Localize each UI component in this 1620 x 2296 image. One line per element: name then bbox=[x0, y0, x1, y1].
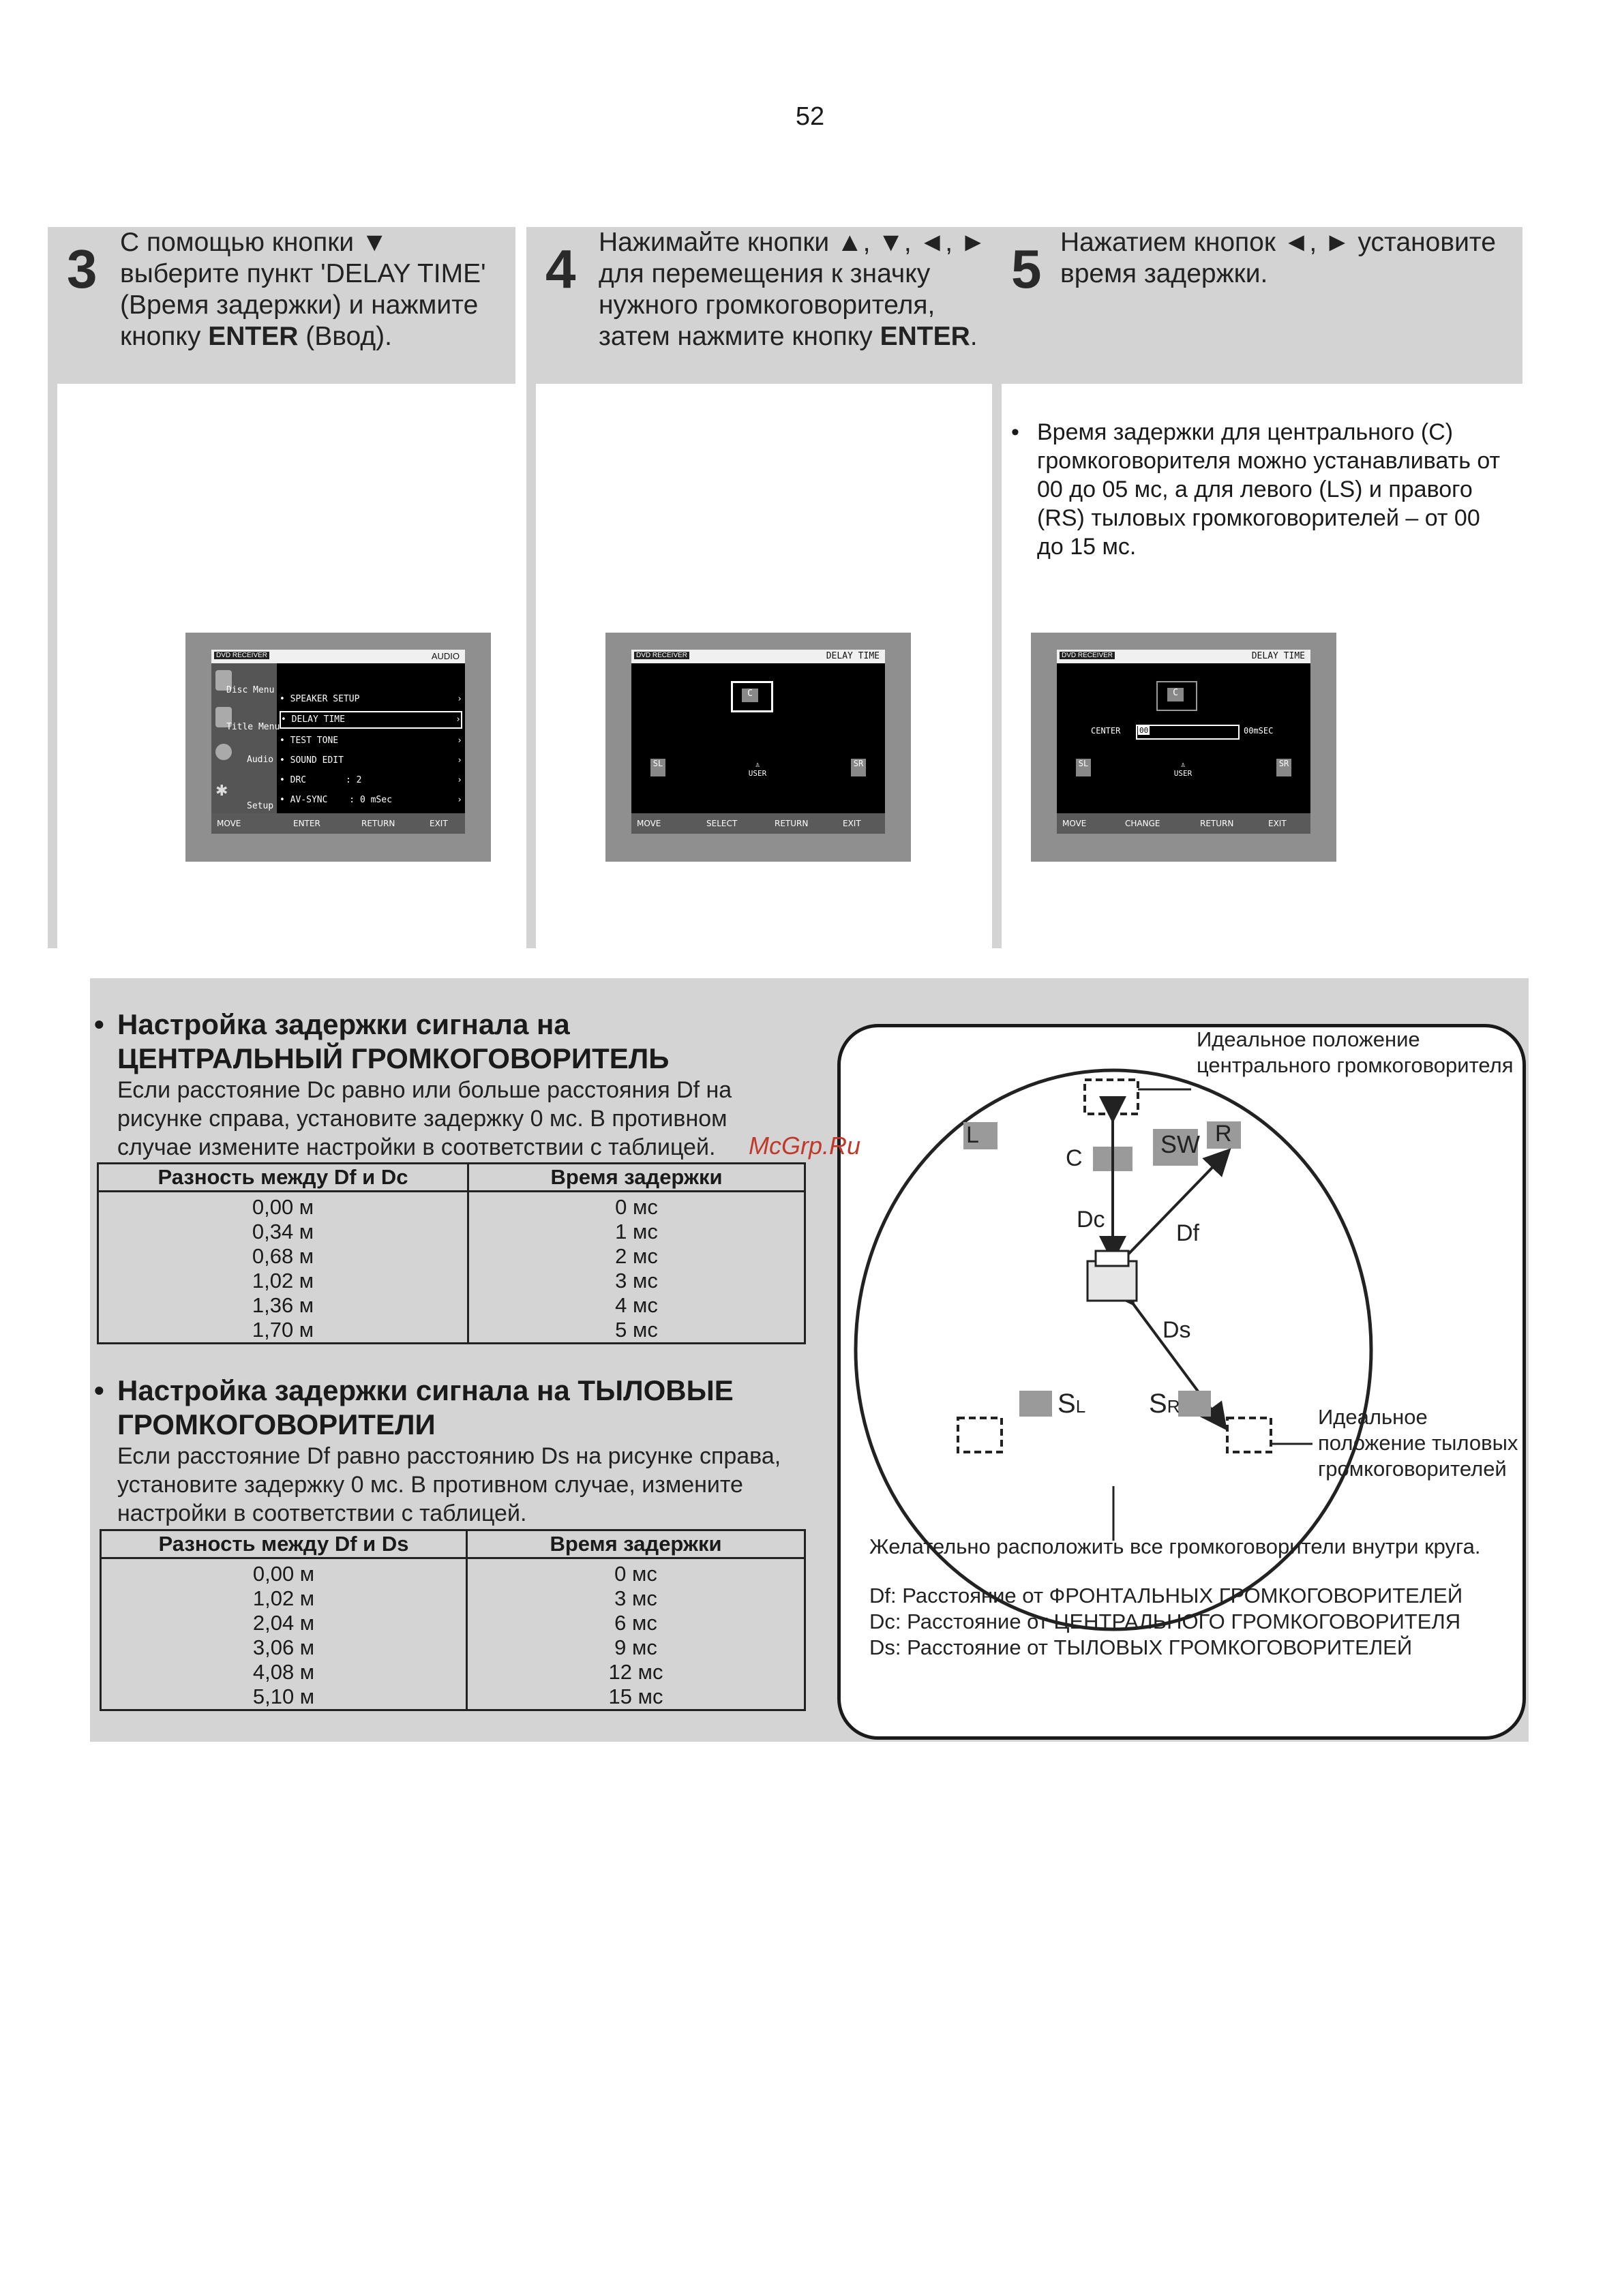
osd-footer-return: RETURN bbox=[775, 819, 809, 828]
osd-speaker-sl: SL bbox=[1076, 759, 1091, 776]
bullet-icon: • bbox=[1011, 419, 1019, 445]
label-dc: Dc bbox=[1077, 1207, 1105, 1233]
osd-footer bbox=[211, 813, 465, 834]
section-2-text: Если расстояние Df равно расстоянию Ds на рисунке справа, установите задержку 0 мс. В противном случае, измените настройки в соответствии с таблицей. bbox=[117, 1443, 781, 1526]
step-5-note-text: Время задержки для центрального (C) громкоговорителя можно устанавливать от 00 до 05 мс, а для левого (LS) и правого (RS) тыловых громкоговорителей – от 00 до 15 мс. bbox=[1037, 419, 1501, 560]
osd-user: ♙ USER bbox=[748, 760, 767, 778]
table-row: 0,34 м 1 мс bbox=[98, 1220, 805, 1244]
section-center-delay bbox=[94, 1008, 810, 1162]
table-row: 2,04 м 6 мс bbox=[101, 1611, 805, 1635]
osd-speaker-sr: SR bbox=[851, 759, 866, 776]
table-row: 0,00 м 0 мс bbox=[101, 1558, 805, 1587]
step-5-number: 5 bbox=[1011, 239, 1042, 299]
label-l: L bbox=[966, 1122, 979, 1148]
label-r: R bbox=[1215, 1121, 1232, 1147]
osd-speaker-sl: SL bbox=[650, 759, 665, 776]
table-row: 3,06 м 9 мс bbox=[101, 1635, 805, 1660]
osd-center-label: CENTER bbox=[1091, 726, 1121, 736]
label-sw: SW bbox=[1160, 1130, 1200, 1158]
label-ideal-rear: Идеальное положение тыловых громкоговорителей bbox=[1318, 1405, 1518, 1481]
osd-center-selector bbox=[1156, 681, 1197, 711]
table-header bbox=[98, 1164, 805, 1192]
osd-screen-audio bbox=[185, 633, 491, 862]
osd-brand: DVD RECEIVER bbox=[214, 652, 269, 659]
section-1-title-line1: Настройка задержки сигнала на bbox=[117, 1008, 570, 1040]
osd-screen-delay-time-center bbox=[1031, 633, 1336, 862]
osd-speaker-c: C bbox=[742, 689, 758, 702]
osd-footer-select: SELECT bbox=[706, 819, 738, 828]
listener-icon bbox=[1088, 1261, 1137, 1301]
bullet-icon: • bbox=[94, 1374, 104, 1406]
setup-icon: ✱ bbox=[215, 782, 228, 799]
section-1-title-line2: ЦЕНТРАЛЬНЫЙ ГРОМКОГОВОРИТЕЛЬ bbox=[117, 1042, 670, 1074]
osd-side-title-menu: Title Menu bbox=[226, 722, 280, 732]
osd-footer-return: RETURN bbox=[1200, 819, 1234, 828]
section-rear-delay bbox=[94, 1374, 810, 1528]
osd-menu-item: • SPEAKER SETUP › bbox=[280, 694, 462, 704]
label-sr: SR bbox=[1149, 1389, 1180, 1419]
label-c: C bbox=[1066, 1145, 1083, 1171]
osd-center-selector bbox=[731, 681, 773, 712]
bullet-icon: • bbox=[94, 1008, 104, 1040]
label-ideal-center: Идеальное положение центрального громкоговорителя bbox=[1197, 1027, 1514, 1077]
label-inside-circle: Желательно расположить все громкоговорители внутри круга. bbox=[869, 1535, 1481, 1558]
step-4-number: 4 bbox=[545, 239, 576, 299]
audio-icon bbox=[215, 744, 232, 760]
page-number: 52 bbox=[795, 102, 825, 131]
table-header-delay: Время задержки bbox=[468, 1164, 805, 1192]
ideal-center-box bbox=[1085, 1080, 1138, 1114]
osd-footer-change: CHANGE bbox=[1125, 819, 1160, 828]
osd-footer-move: MOVE bbox=[217, 819, 241, 828]
osd-user: ♙ USER bbox=[1173, 760, 1192, 778]
table-row: 4,08 м 12 мс bbox=[101, 1660, 805, 1685]
osd-side-setup: Setup bbox=[247, 801, 274, 811]
section-2-title bbox=[94, 1374, 810, 1442]
table-row: 1,02 м 3 мс bbox=[98, 1269, 805, 1293]
table-row: 1,36 м 4 мс bbox=[98, 1293, 805, 1318]
osd-side-disc-menu: Disc Menu bbox=[226, 685, 275, 695]
step-5-text: Нажатием кнопок ◄, ► установите время задержки. bbox=[1060, 228, 1496, 288]
section-2-title-line1: Настройка задержки сигнала на ТЫЛОВЫЕ bbox=[117, 1374, 734, 1406]
osd-menu-item: • DRC : 2 › bbox=[280, 775, 462, 785]
osd-menu-item: • TEST TONE › bbox=[280, 736, 462, 746]
step-3-number: 3 bbox=[67, 239, 97, 299]
osd-footer-move: MOVE bbox=[637, 819, 661, 828]
table-header-distance: Разность между Df и Dc bbox=[98, 1164, 468, 1192]
section-1-text: Если расстояние Dc равно или больше расстояния Df на рисунке справа, установите задержку 0 мс. В противном случае измените настройки в соответствии с таблицей. bbox=[117, 1077, 732, 1160]
table-rear-delay bbox=[100, 1529, 806, 1711]
osd-footer-exit: EXIT bbox=[1268, 819, 1287, 828]
watermark: McGrp.Ru bbox=[749, 1132, 861, 1160]
table-row: 1,70 м 5 мс bbox=[98, 1318, 805, 1344]
osd-speaker-sr: SR bbox=[1276, 759, 1291, 776]
osd-screen-delay-time bbox=[605, 633, 911, 862]
ideal-rear-left-box bbox=[958, 1418, 1002, 1452]
osd-footer-move: MOVE bbox=[1062, 819, 1087, 828]
label-ds: Ds bbox=[1162, 1317, 1191, 1343]
osd-menu-list bbox=[280, 689, 462, 810]
table-center-delay bbox=[97, 1162, 806, 1344]
osd-side-audio: Audio bbox=[247, 755, 274, 765]
speaker-sr bbox=[1178, 1391, 1211, 1417]
table-row: 5,10 м 15 мс bbox=[101, 1685, 805, 1710]
osd-footer-return: RETURN bbox=[361, 819, 395, 828]
osd-footer-exit: EXIT bbox=[843, 819, 861, 828]
legend-df: Df: Расстояние от ФРОНТАЛЬНЫХ ГРОМКОГОВОРИТЕЛЕЙ bbox=[869, 1584, 1463, 1607]
df-arrow bbox=[1122, 1152, 1227, 1261]
table-row: 0,68 м 2 мс bbox=[98, 1244, 805, 1269]
osd-center-unit: 00mSEC bbox=[1244, 726, 1274, 736]
osd-footer-exit: EXIT bbox=[430, 819, 448, 828]
step-3-text: С помощью кнопки ▼ выберите пункт 'DELAY TIME' (Время задержки) и нажмите кнопку ENTER (Ввод). bbox=[120, 228, 486, 351]
table-row: 0,00 м 0 мс bbox=[98, 1192, 805, 1220]
legend-dc: Dc: Расстояние от ЦЕНТРАЛЬНОГО ГРОМКОГОВОРИТЕЛЯ bbox=[869, 1610, 1461, 1633]
label-sl: SL bbox=[1058, 1389, 1086, 1419]
speaker-sl bbox=[1019, 1391, 1052, 1417]
label-df: Df bbox=[1176, 1220, 1199, 1246]
osd-center-value: 00 bbox=[1139, 726, 1149, 735]
step-4-text: Нажимайте кнопки ▲, ▼, ◄, ► для перемещения к значку нужного громкоговорителя, затем нажмите кнопку ENTER. bbox=[599, 228, 987, 351]
osd-brand: DVD RECEIVER bbox=[1060, 652, 1115, 659]
table-header-delay: Время задержки bbox=[467, 1530, 805, 1558]
step-5-note bbox=[1011, 418, 1502, 561]
osd-menu-item: • SOUND EDIT › bbox=[280, 755, 462, 766]
osd-title: DELAY TIME bbox=[1251, 651, 1305, 661]
table-header-distance: Разность между Df и Ds bbox=[101, 1530, 467, 1558]
osd-brand: DVD RECEIVER bbox=[634, 652, 689, 659]
table-header bbox=[101, 1530, 805, 1558]
osd-menu-item: • AV-SYNC : 0 mSec › bbox=[280, 795, 462, 805]
section-1-title bbox=[94, 1008, 810, 1076]
osd-footer bbox=[631, 813, 885, 834]
osd-footer bbox=[1057, 813, 1310, 834]
table-row: 1,02 м 3 мс bbox=[101, 1586, 805, 1611]
ideal-rear-right-box bbox=[1227, 1418, 1271, 1452]
osd-center-slider bbox=[1136, 725, 1240, 740]
osd-speaker-c: C bbox=[1167, 688, 1184, 701]
osd-menu-item-selected: • DELAY TIME › bbox=[280, 711, 462, 729]
osd-title: AUDIO bbox=[431, 651, 460, 661]
speaker-layout-diagram bbox=[815, 1009, 1529, 1742]
legend-ds: Ds: Расстояние от ТЫЛОВЫХ ГРОМКОГОВОРИТЕЛЕЙ bbox=[869, 1635, 1413, 1659]
section-2-title-line2: ГРОМКОГОВОРИТЕЛИ bbox=[117, 1408, 436, 1440]
osd-footer-enter: ENTER bbox=[293, 819, 320, 828]
osd-title: DELAY TIME bbox=[826, 651, 880, 661]
